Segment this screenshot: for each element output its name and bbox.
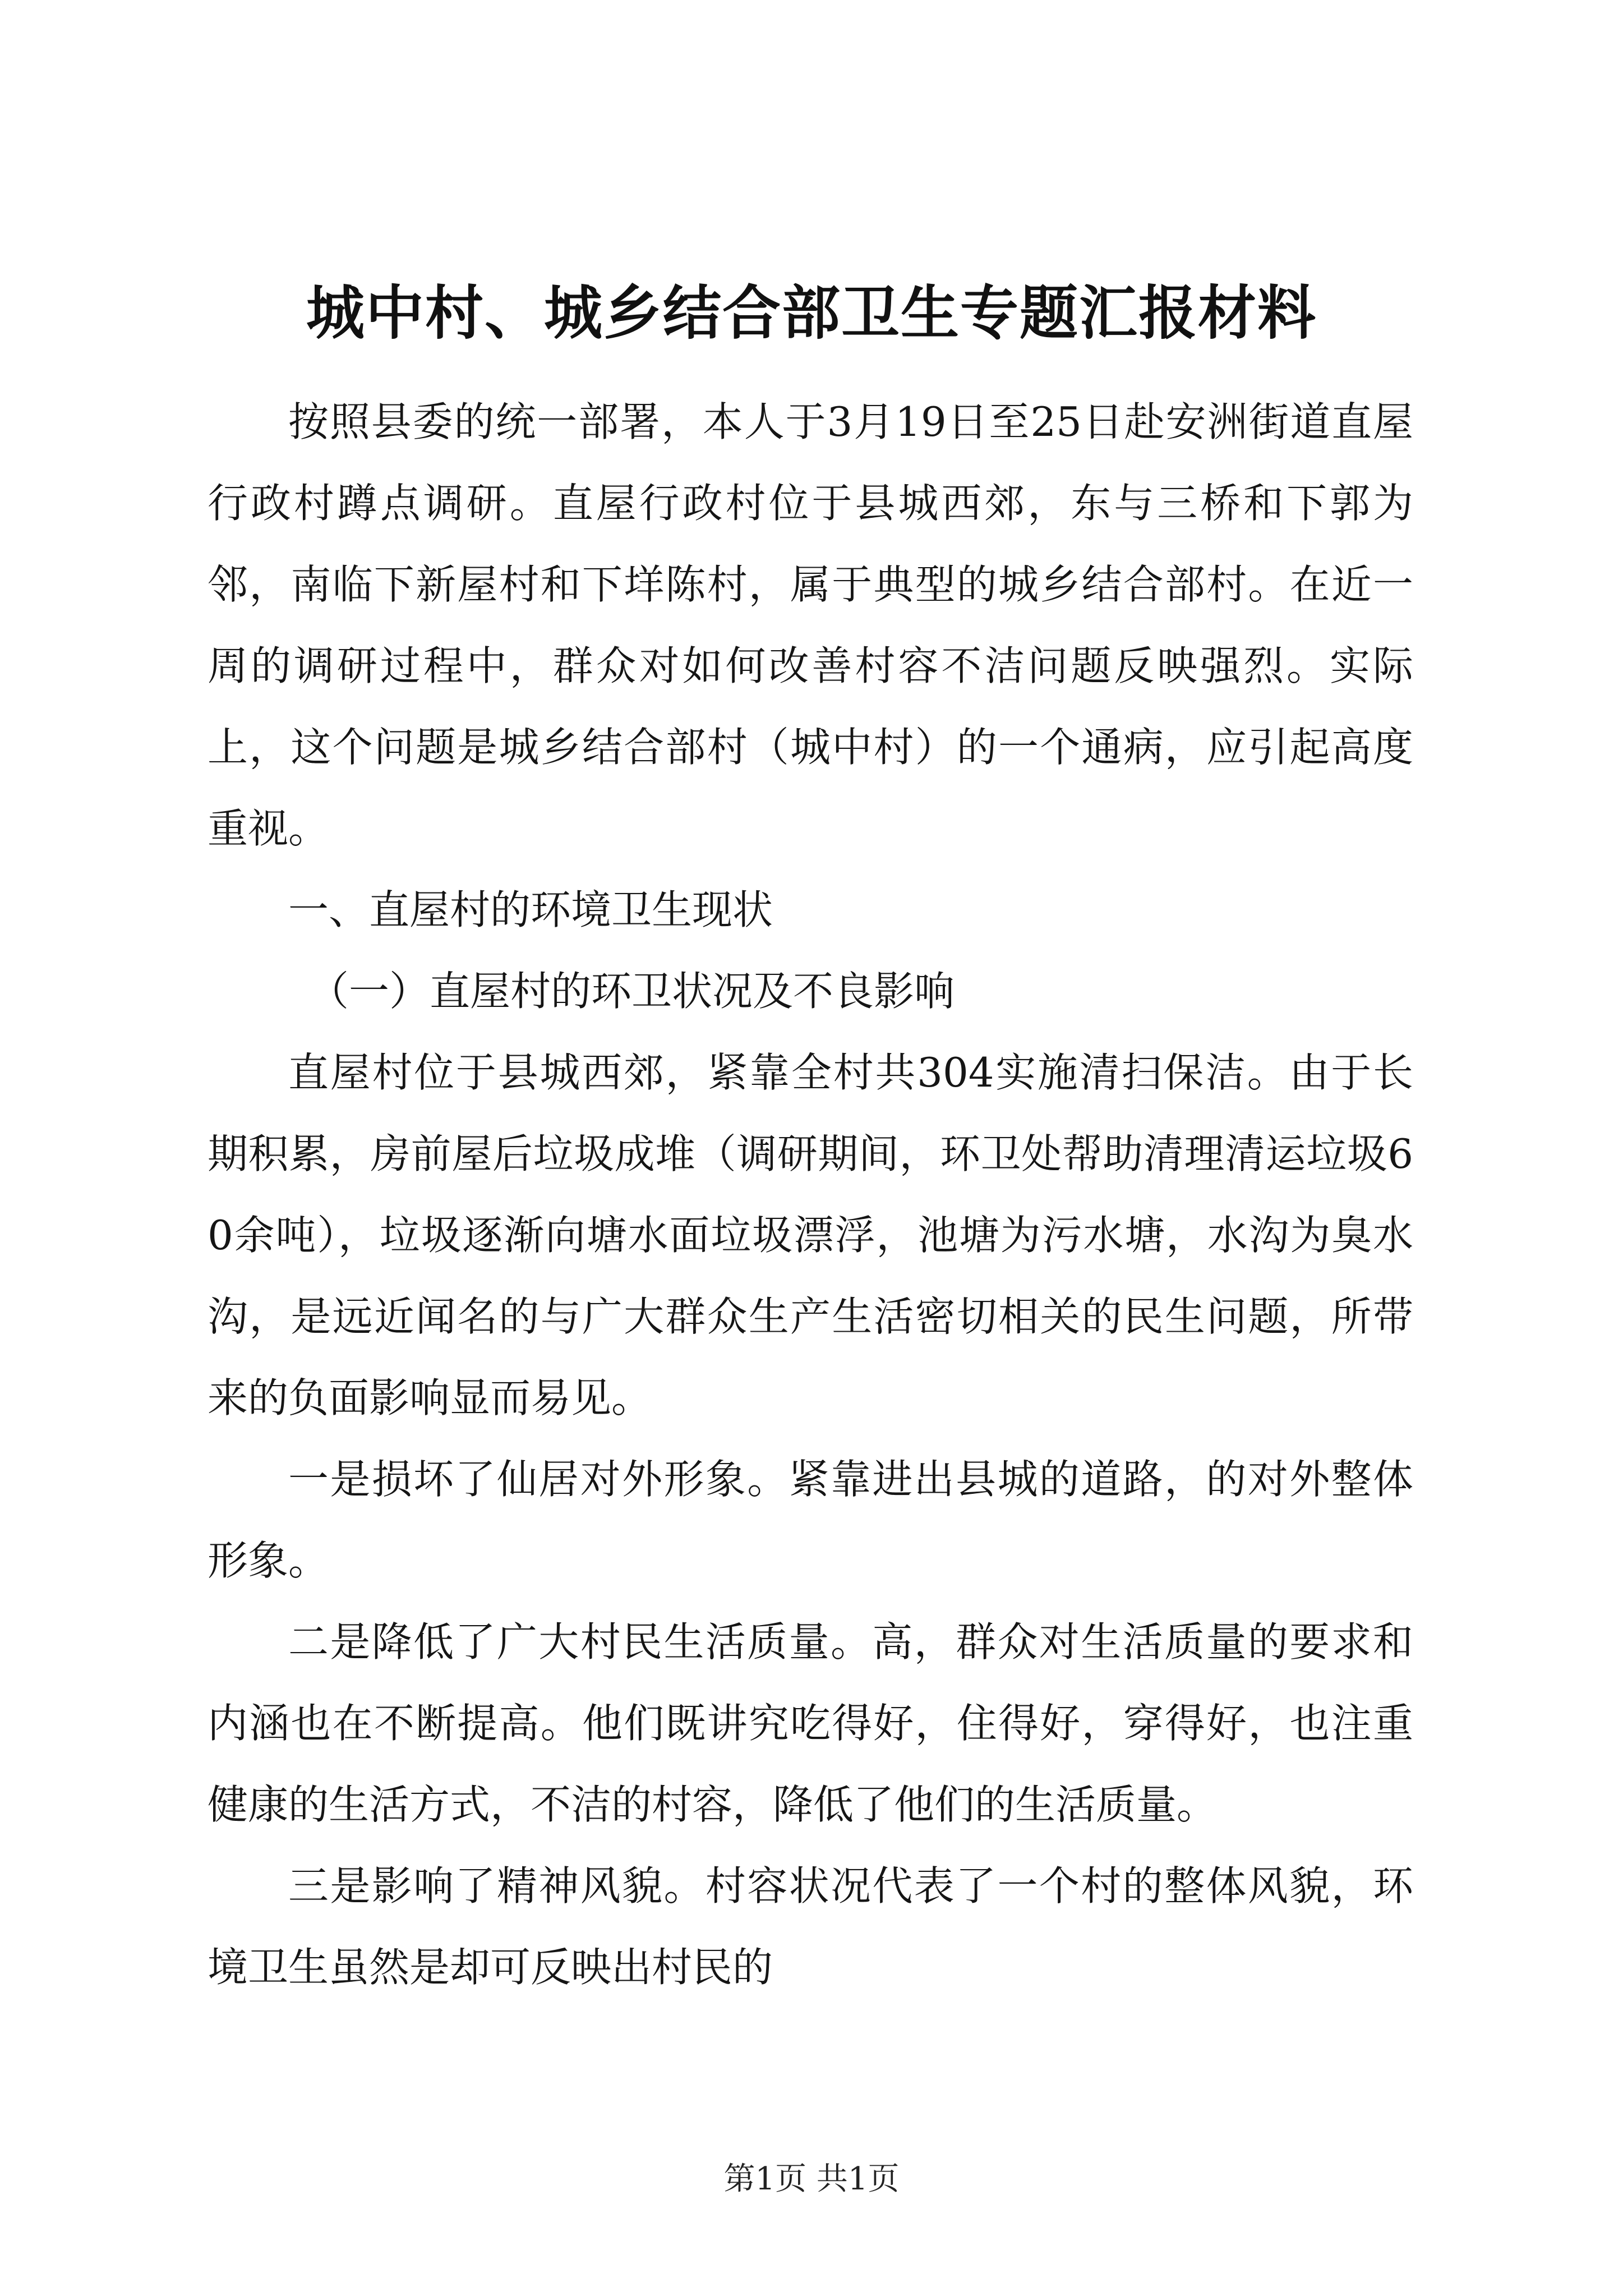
paragraph-intro: 按照县委的统一部署，本人于3月19日至25日赴安洲街道直屋行政村蹲点调研。直屋行政村位于县城西郊，东与三桥和下郭为邻，南临下新屋村和下垟陈村，属于典型的城乡结合部村。在近一周的调研过程中，群众对如何改善村容不洁问题反映强烈。实际上，这个问题是城乡结合部村（城中村）的一个通病，应引起高度重视。 [208, 398, 1413, 852]
page-footer: 第1页 共1页 [723, 2161, 900, 2197]
document-body [208, 381, 1413, 2008]
subsection-heading-1: （一）直屋村的环卫状况及不良影响 [308, 968, 955, 1015]
paragraph-impact-3: 三是影响了精神风貌。村容状况代表了一个村的整体风貌，环境卫生虽然是却可反映出村民的 [208, 1862, 1413, 1991]
paragraph-impact-1: 一是损坏了仙居对外形象。紧靠进出县城的道路，的对外整体形象。 [208, 1456, 1413, 1584]
paragraph-status: 直屋村位于县城西郊，紧靠全村共304实施清扫保洁。由于长期积累，房前屋后垃圾成堆（调研期间，环卫处帮助清理清运垃圾60余吨），垃圾逐渐向塘水面垃圾漂浮，池塘为污水塘，水沟为臭水沟，是远近闻名的与广大群众生产生活密切相关的民生问题，所带来的负面影响显而易见。 [208, 1049, 1413, 1421]
section-heading-1: 一、直屋村的环境卫生现状 [288, 886, 773, 933]
document-title: 城中村、城乡结合部卫生专题汇报材料 [306, 278, 1317, 347]
paragraph-impact-2: 二是降低了广大村民生活质量。高，群众对生活质量的要求和内涵也在不断提高。他们既讲究吃得好，住得好，穿得好，也注重健康的生活方式，不洁的村容，降低了他们的生活质量。 [208, 1618, 1413, 1828]
